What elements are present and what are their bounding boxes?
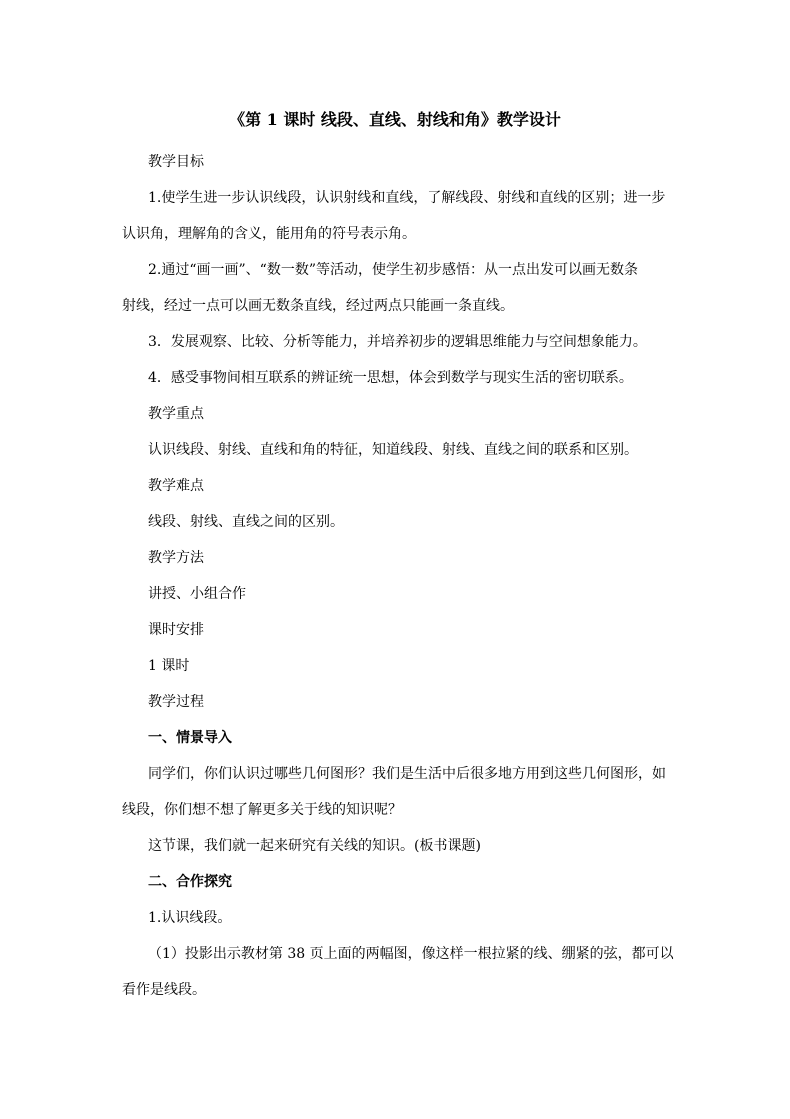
objective-2-line-2: 射线，经过一点可以画无数条直线，经过两点只能画一条直线。: [122, 298, 514, 314]
objective-1-line-1: 1.使学生进一步认识线段，认识射线和直线，了解线段、射线和直线的区别；进一步: [148, 190, 666, 206]
section-1-paragraph-1-line-2: 线段，你们想不想了解更多关于线的知识呢？: [122, 802, 402, 818]
section-1-heading: 一、情景导入: [148, 730, 232, 746]
section-2-item-1: 1.认识线段。: [148, 910, 232, 926]
heading-difficult-points: 教学难点: [148, 478, 204, 494]
section-2-item-1-sub-1-line-1: （1）投影出示教材第 38 页上面的两幅图，像这样一根拉紧的线、绷紧的弦，都可以: [148, 946, 674, 962]
heading-teaching-process: 教学过程: [148, 694, 204, 710]
section-1-paragraph-2: 这节课，我们就一起来研究有关线的知识。(板书课题): [148, 838, 481, 854]
section-1-paragraph-1-line-1: 同学们，你们认识过哪些几何图形？我们是生活中后很多地方用到这些几何图形，如: [148, 766, 666, 782]
objective-3: 3．发展观察、比较、分析等能力，并培养初步的逻辑思维能力与空间想象能力。: [148, 334, 647, 350]
heading-teaching-method: 教学方法: [148, 550, 204, 566]
teaching-method-text: 讲授、小组合作: [148, 586, 246, 602]
difficult-points-text: 线段、射线、直线之间的区别。: [148, 514, 344, 530]
section-2-heading: 二、合作探究: [148, 874, 232, 890]
heading-schedule: 课时安排: [148, 622, 204, 638]
heading-key-points: 教学重点: [148, 406, 204, 422]
schedule-text: 1 课时: [148, 658, 190, 674]
document-title: 《第 1 课时 线段、直线、射线和角》教学设计: [229, 110, 561, 129]
key-points-text: 认识线段、射线、直线和角的特征，知道线段、射线、直线之间的联系和区别。: [148, 442, 638, 458]
section-2-item-1-sub-1-line-2: 看作是线段。: [122, 982, 206, 998]
heading-teaching-objectives: 教学目标: [148, 154, 204, 170]
objective-1-line-2: 认识角，理解角的含义，能用角的符号表示角。: [122, 226, 416, 242]
objective-4: 4．感受事物间相互联系的辨证统一思想，体会到数学与现实生活的密切联系。: [148, 370, 633, 386]
objective-2-line-1: 2.通过“画一画”、“数一数”等活动，使学生初步感悟：从一点出发可以画无数条: [148, 262, 638, 278]
